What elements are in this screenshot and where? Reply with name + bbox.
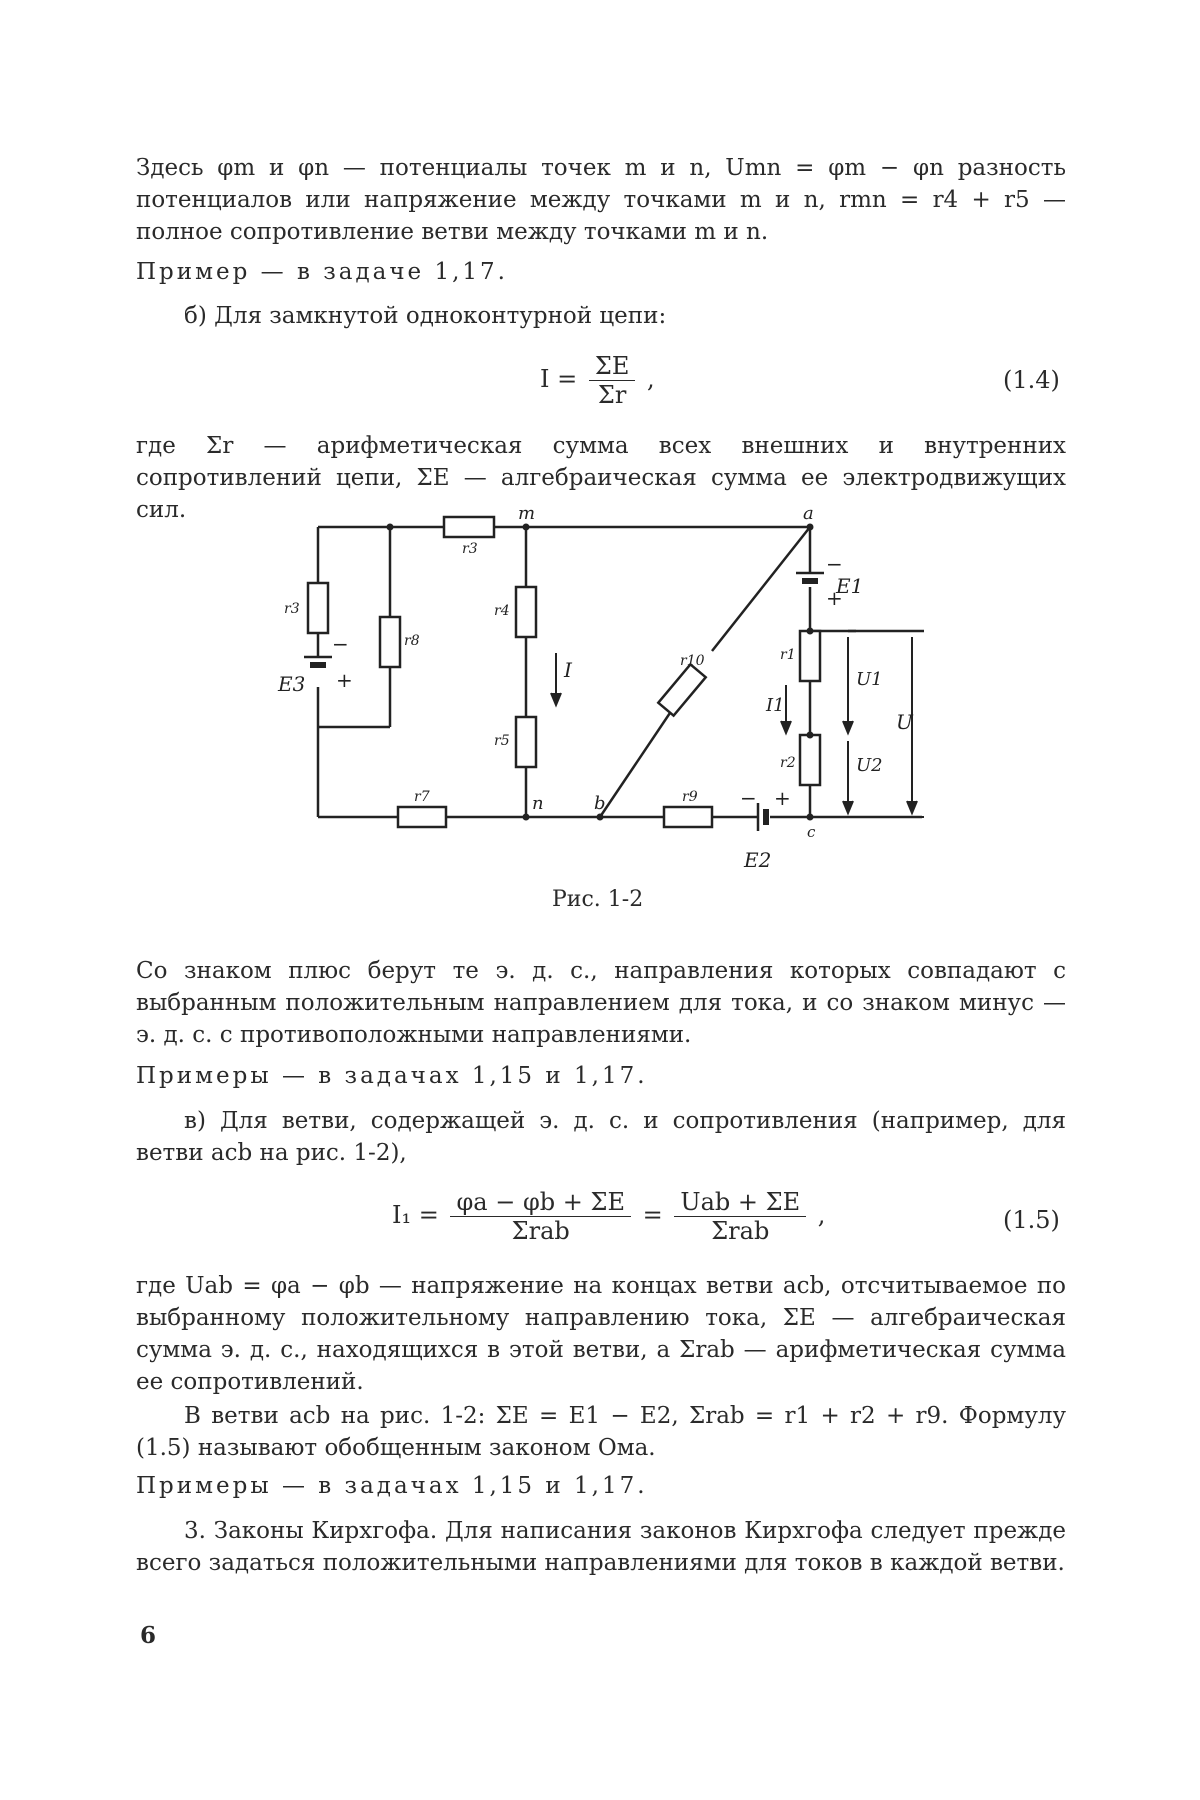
paragraph-branch: в) Для ветви, содержащей э. д. с. и сопротивления (например, для ветви acb на рис. 1-2), <box>136 1108 1066 1166</box>
label-r10: r10 <box>680 653 705 669</box>
equation-number-1-4: (1.4) <box>1003 366 1060 394</box>
equation-lhs: I = <box>540 365 578 393</box>
resistor-r8 <box>380 617 400 667</box>
example-reference-2: Примеры — в задачах 1,15 и 1,17. <box>136 1063 648 1089</box>
resistor-r9 <box>664 807 712 827</box>
equation-number-1-5: (1.5) <box>1003 1206 1060 1234</box>
label-e1-plus: + <box>826 586 843 610</box>
equation-1-4 <box>540 352 655 409</box>
label-node-n: n <box>532 793 544 814</box>
figure-caption: Рис. 1-2 <box>552 887 644 912</box>
circuit-diagram <box>278 503 940 885</box>
fraction-left-numerator: φa − φb + ΣE <box>450 1188 631 1217</box>
example-reference-3: Примеры — в задачах 1,15 и 1,17. <box>136 1473 648 1499</box>
resistor-r10 <box>658 664 705 715</box>
paragraph-voltage-definition: где Uab = φa − φb — напряжение на концах ветви acb, отсчитываемое по выбранному положительному направлению тока, ΣE — алгебраическая сумма э. д. с., находящихся в этой ветви, а Σrab — арифметическая сумма ее сопротивлений. <box>136 1273 1066 1395</box>
resistor-r2 <box>800 735 820 785</box>
label-r3-left: r3 <box>284 601 300 617</box>
equation-lhs: I₁ = <box>392 1201 439 1229</box>
resistor-r3 <box>444 517 494 537</box>
label-node-c: c <box>807 823 816 841</box>
equation-tail: , <box>647 365 655 393</box>
paragraph-kirchhoff: 3. Законы Кирхгофа. Для написания законов Кирхгофа следует прежде всего задаться положительными направлениями для токов в каждой ветви. <box>136 1518 1066 1576</box>
paragraph-closed-circuit: б) Для замкнутой одноконтурной цепи: <box>184 303 667 329</box>
label-r8: r8 <box>404 633 420 649</box>
page-number: 6 <box>140 1622 157 1649</box>
label-e3-minus: − <box>332 632 349 656</box>
label-current-i1: I1 <box>766 695 785 716</box>
label-e1-minus: − <box>826 552 843 576</box>
resistor-r4 <box>516 587 536 637</box>
fraction-denominator: Σr <box>597 381 627 409</box>
fraction-left <box>450 1188 631 1245</box>
fraction-left-denominator: Σrab <box>511 1217 570 1245</box>
fraction-right <box>674 1188 806 1245</box>
paragraph-sign-rule: Со знаком плюс берут те э. д. с., направления которых совпадают с выбранным положительным направлением для тока, и со знаком минус — э. д. с. с противоположными направлениями. <box>136 958 1066 1048</box>
label-e1: E1 <box>836 574 864 598</box>
label-e2: E2 <box>744 848 772 872</box>
example-reference-1: Пример — в задаче 1,17. <box>136 259 508 285</box>
fraction-numerator: ΣE <box>589 352 636 381</box>
resistor-r3-left <box>308 583 328 633</box>
equation-equals: = <box>642 1201 663 1229</box>
label-r3-top: r3 <box>462 541 478 557</box>
label-voltage-u2: U2 <box>856 755 883 776</box>
label-e2-minus: − <box>740 786 757 810</box>
label-r1: r1 <box>780 647 796 663</box>
resistor-r1 <box>800 631 820 681</box>
label-e3-plus: + <box>336 668 353 692</box>
label-current-i: I <box>564 658 572 682</box>
paragraph-generalized-ohm: В ветви acb на рис. 1-2: ΣE = E1 − E2, Σrab = r1 + r2 + r9. Формулу (1.5) называют обобщенным законом Ома. <box>136 1403 1066 1461</box>
resistor-r5 <box>516 717 536 767</box>
label-voltage-u1: U1 <box>856 669 883 690</box>
arrows <box>551 631 924 817</box>
paragraph-sum-definitions: где Σr — арифметическая сумма всех внешних и внутренних сопротивлений цепи, ΣE — алгебраическая сумма ее электродвижущих сил. <box>136 433 1066 523</box>
label-node-b: b <box>594 793 606 814</box>
fraction <box>589 352 636 409</box>
label-e3: E3 <box>278 672 306 696</box>
equation-tail: , <box>817 1201 826 1229</box>
label-node-m: m <box>518 503 536 524</box>
label-r4: r4 <box>494 603 510 619</box>
label-voltage-u: U <box>896 710 913 734</box>
label-r7: r7 <box>414 789 430 805</box>
label-r5: r5 <box>494 733 510 749</box>
label-r2: r2 <box>780 755 796 771</box>
resistor-r7 <box>398 807 446 827</box>
equation-1-5 <box>392 1188 825 1245</box>
label-r9: r9 <box>682 789 698 805</box>
paragraph-potentials: Здесь φm и φn — потенциалы точек m и n, Umn = φm − φn разность потенциалов или напряжение между точками m и n, rmn = r4 + r5 — полное сопротивление ветви между точками m и n. <box>136 155 1066 245</box>
fraction-right-numerator: Uab + ΣE <box>674 1188 806 1217</box>
label-node-a: a <box>803 503 814 524</box>
junction-dots <box>387 524 814 821</box>
fraction-right-denominator: Σrab <box>711 1217 770 1245</box>
label-e2-plus: + <box>774 786 791 810</box>
